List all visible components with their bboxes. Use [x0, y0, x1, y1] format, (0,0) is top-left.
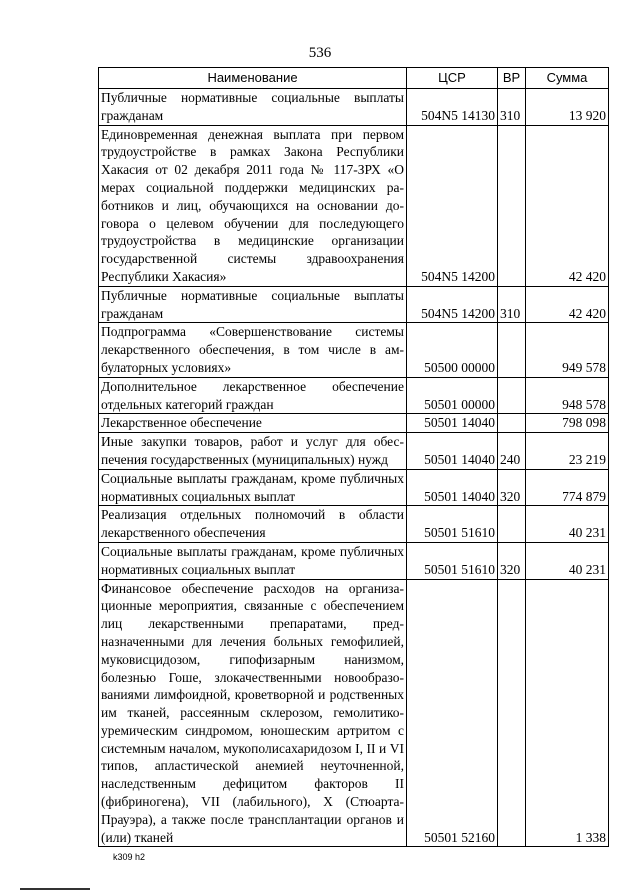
row-sum: 949 578 — [526, 323, 609, 377]
table-row — [99, 414, 609, 433]
row-csr: 504N5 14130 — [407, 89, 498, 126]
row-csr: 50501 52160 — [407, 579, 498, 847]
table-row — [99, 433, 609, 470]
table-row — [99, 469, 609, 506]
row-sum: 40 231 — [526, 542, 609, 579]
scan-edge-mark — [20, 888, 90, 890]
row-name: Единовременная денежная выплата при первом трудоустройстве в рамках Закона Республики Хакасия от 02 декабря 2011 года № 117-ЗРХ «О мерах социальной поддержки медицинских работников и лиц, обучающихся на основании договора о целевом обучении для последующего трудоустройства в медицинские организации государственной системы здравоохранения Республики Хакасия» — [99, 125, 407, 286]
row-name: Финансовое обеспечение расходов на организационные мероприятия, связанные с обеспечением лиц лекарственными препаратами, предназначенными для лечения больных гемофилией, муковисцидозом, гипофизарным нанизмом, болезнью Гоше, злокачественными новообразованиями лимфоидной, кроветворной и родственных им тканей, рассеянным склерозом, гемолитико-уремическим синдромом, юношеским артритом с системным началом, мукополисахаридозом I, II и VI типов, апластической анемией неуточненной, наследственным дефицитом факторов II (фибриногена), VII (лабильного), X (Стюарта-Прауэра), а также после трансплантации органов и (или) тканей — [99, 579, 407, 847]
footer-code: k309 h2 — [113, 852, 146, 862]
row-vr: 310 — [498, 286, 526, 323]
row-vr: 240 — [498, 433, 526, 470]
table-row — [99, 323, 609, 377]
row-name: Иные закупки товаров, работ и услуг для обеспечения государственных (муниципальных) нужд — [99, 433, 407, 470]
row-sum: 13 920 — [526, 89, 609, 126]
table-row — [99, 506, 609, 543]
row-vr — [498, 377, 526, 414]
row-vr — [498, 323, 526, 377]
row-csr: 50501 51610 — [407, 506, 498, 543]
table-row — [99, 542, 609, 579]
row-name: Реализация отдельных полномочий в области лекарственного обеспечения — [99, 506, 407, 543]
row-sum: 40 231 — [526, 506, 609, 543]
row-vr: 320 — [498, 542, 526, 579]
row-sum: 42 420 — [526, 125, 609, 286]
row-csr: 50500 00000 — [407, 323, 498, 377]
table-header-row — [99, 68, 609, 89]
row-csr: 50501 00000 — [407, 377, 498, 414]
row-sum: 23 219 — [526, 433, 609, 470]
row-vr: 310 — [498, 89, 526, 126]
page-number: 536 — [308, 45, 332, 61]
table-row — [99, 377, 609, 414]
row-csr: 50501 14040 — [407, 433, 498, 470]
header-csr: ЦСР — [407, 68, 498, 89]
row-name: Публичные нормативные социальные выплаты гражданам — [99, 89, 407, 126]
row-csr: 50501 14040 — [407, 414, 498, 433]
row-name: Социальные выплаты гражданам, кроме публичных нормативных социальных выплат — [99, 542, 407, 579]
row-name: Лекарственное обеспечение — [99, 414, 407, 433]
header-sum: Сумма — [526, 68, 609, 89]
row-vr — [498, 125, 526, 286]
row-vr — [498, 414, 526, 433]
row-name: Социальные выплаты гражданам, кроме публичных нормативных социальных выплат — [99, 469, 407, 506]
row-vr — [498, 506, 526, 543]
row-csr: 50501 14040 — [407, 469, 498, 506]
header-name: Наименование — [99, 68, 407, 89]
row-sum: 798 098 — [526, 414, 609, 433]
row-sum: 774 879 — [526, 469, 609, 506]
row-name: Дополнительное лекарственное обеспечение отдельных категорий граждан — [99, 377, 407, 414]
row-sum: 42 420 — [526, 286, 609, 323]
budget-table — [98, 67, 609, 847]
header-vr: ВР — [498, 68, 526, 89]
row-csr: 504N5 14200 — [407, 125, 498, 286]
row-vr: 320 — [498, 469, 526, 506]
table-row — [99, 125, 609, 286]
table-row — [99, 286, 609, 323]
row-vr — [498, 579, 526, 847]
row-sum: 948 578 — [526, 377, 609, 414]
table-row — [99, 579, 609, 847]
row-csr: 504N5 14200 — [407, 286, 498, 323]
table-row — [99, 89, 609, 126]
row-name: Публичные нормативные социальные выплаты гражданам — [99, 286, 407, 323]
row-name: Подпрограмма «Совершенствование системы лекарственного обеспечения, в том числе в амбулаторных условиях» — [99, 323, 407, 377]
row-sum: 1 338 — [526, 579, 609, 847]
row-csr: 50501 51610 — [407, 542, 498, 579]
